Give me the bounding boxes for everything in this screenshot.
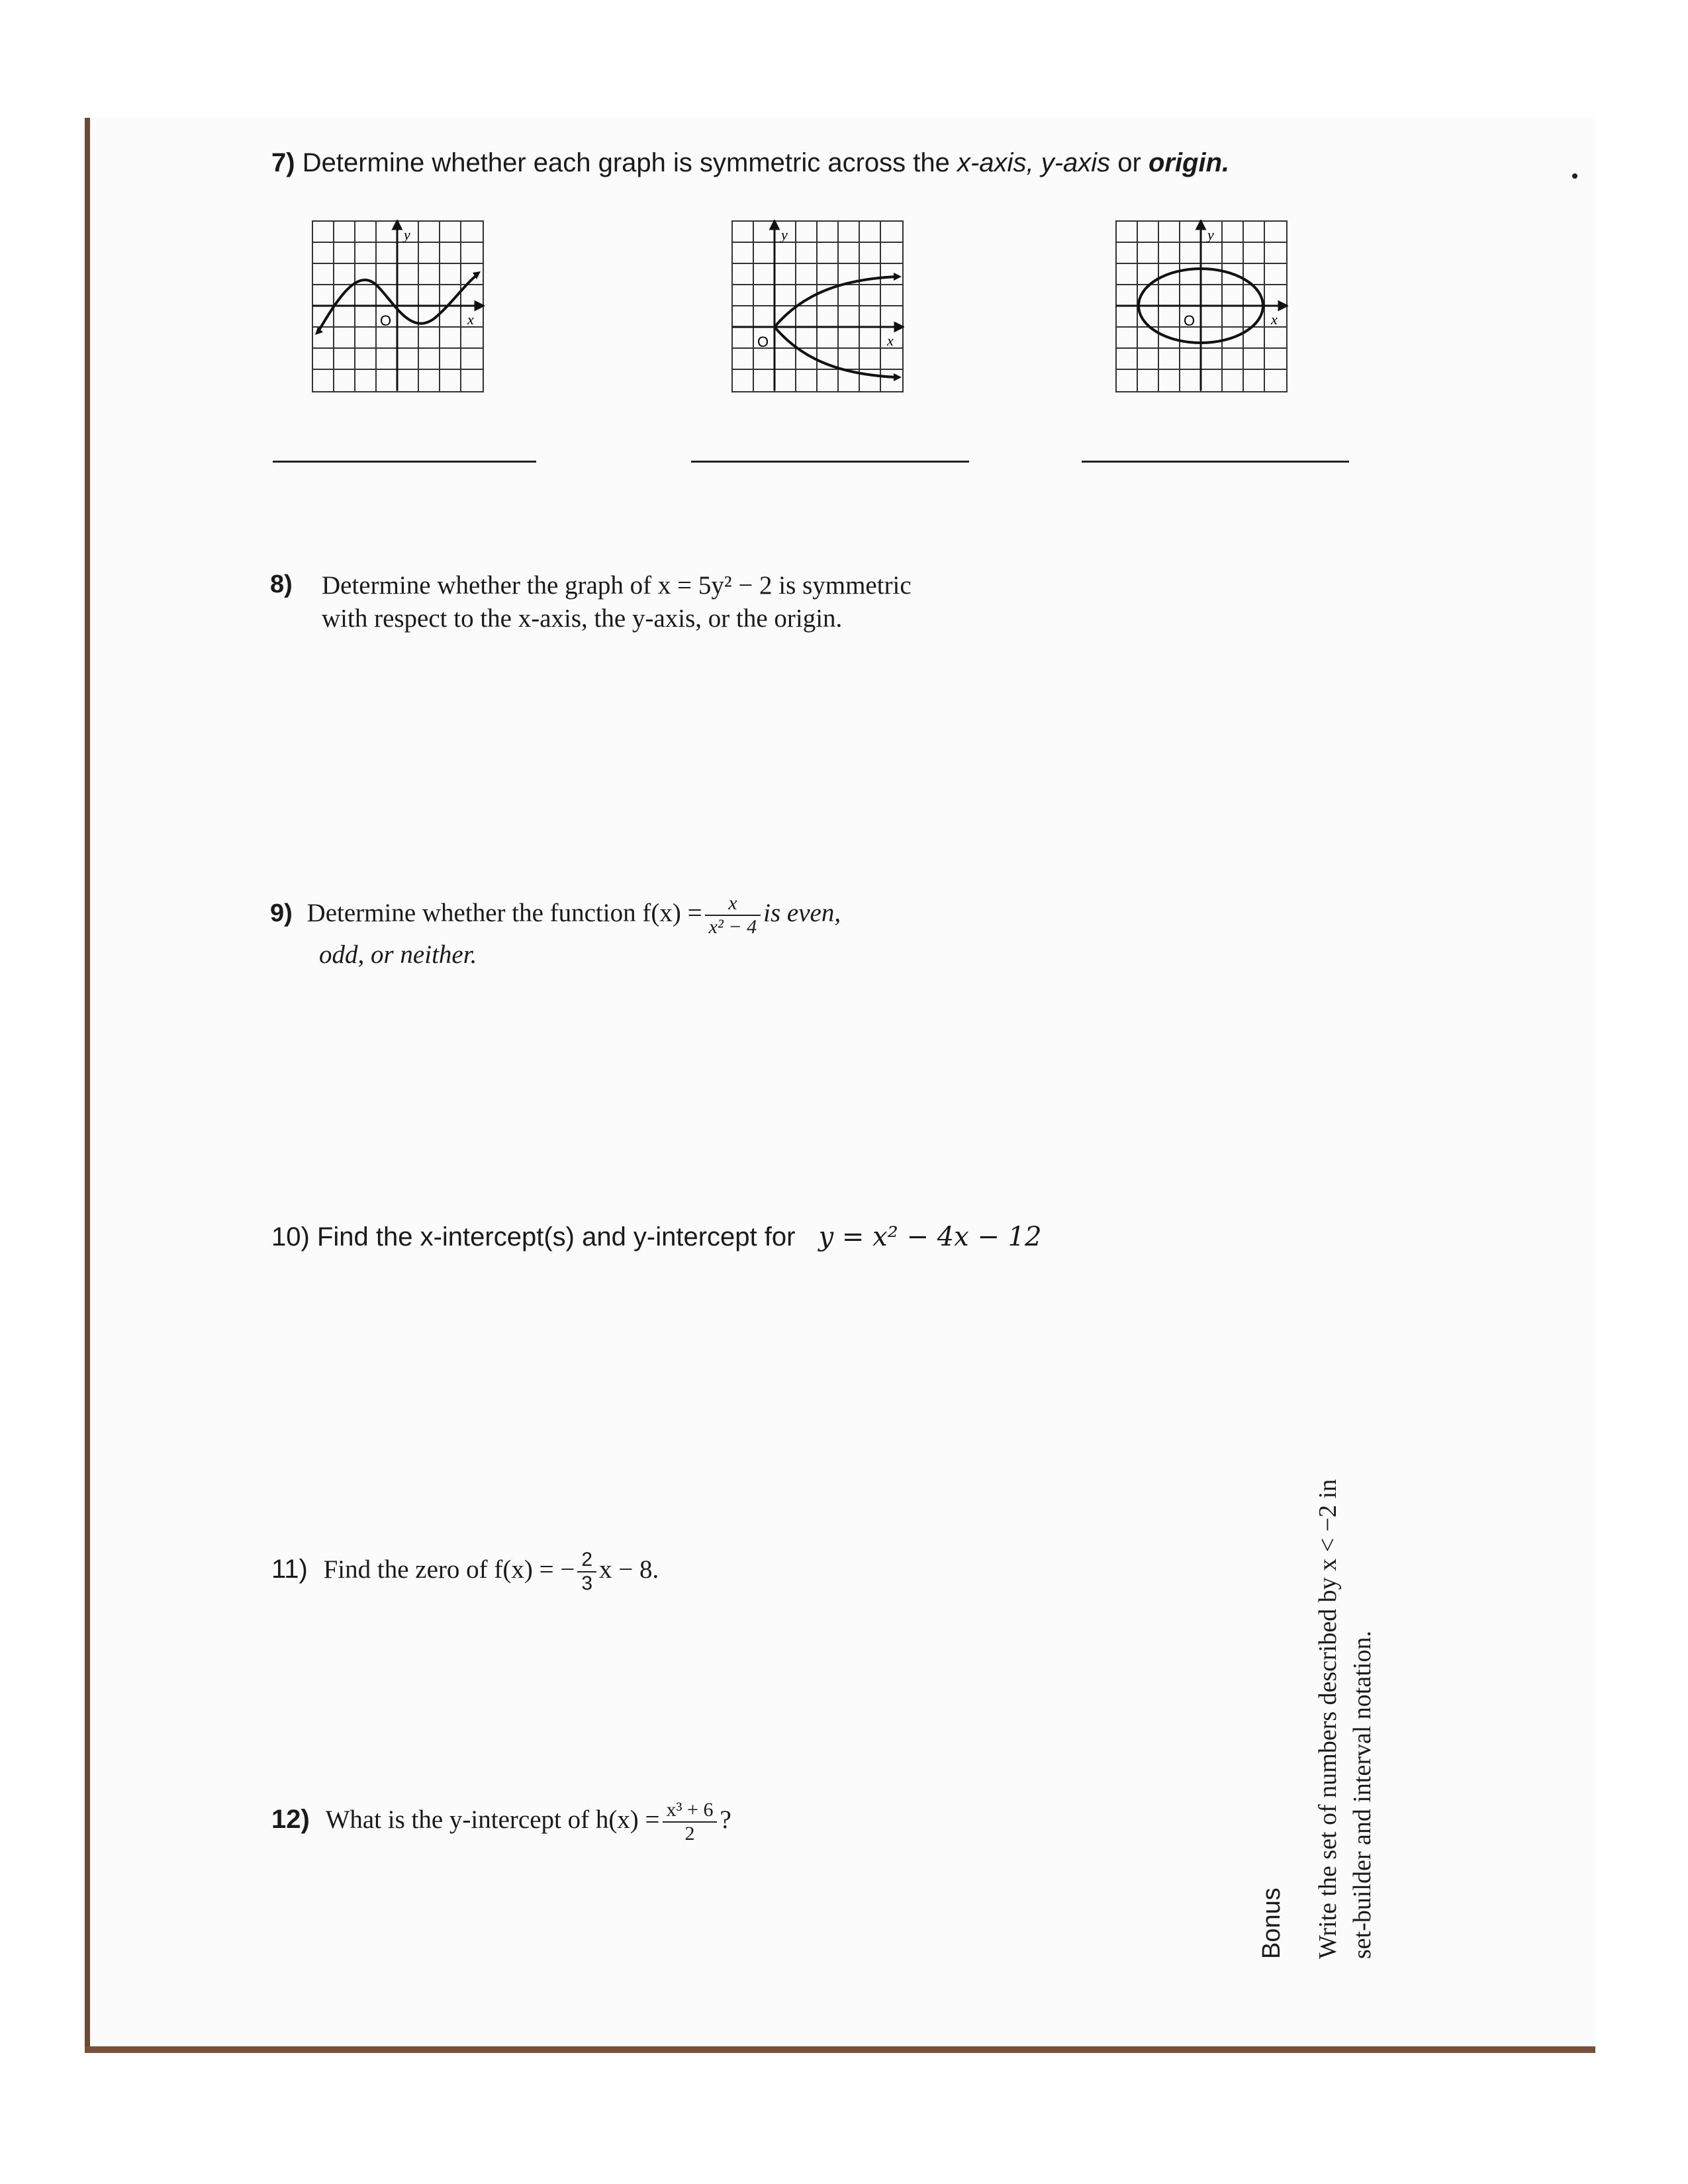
graph-1-label-y: y: [404, 226, 410, 243]
stray-dot: [1572, 173, 1577, 179]
question-8-line-2: with respect to the x-axis, the y-axis, or the origin.: [322, 604, 843, 633]
graph-3-ellipse: [1115, 220, 1288, 393]
question-11-fraction-denominator: 3: [581, 1572, 592, 1594]
question-7-or: or: [1110, 148, 1149, 177]
question-7-origin: origin.: [1148, 148, 1230, 177]
question-12: [271, 1799, 731, 1845]
graph-2-label-x: x: [887, 332, 894, 349]
question-8: [270, 568, 293, 601]
graph-2-label-origin: O: [757, 334, 769, 350]
question-9-fraction-numerator: x: [705, 892, 761, 916]
question-7-y-axis: y-axis: [1041, 148, 1111, 177]
graph-2-arrow-top-icon: [894, 273, 902, 281]
bonus-line-1: Write the set of numbers described by x < −2 in: [1314, 1479, 1342, 1959]
question-9-line-2: odd, or neither.: [319, 940, 477, 969]
graph-1-label-x: x: [467, 311, 474, 328]
bonus-line-2: set-builder and interval notation.: [1348, 1631, 1376, 1959]
question-9-trail: is even,: [763, 898, 841, 927]
question-11-lead: Find the zero of f(x) = −: [323, 1555, 575, 1584]
question-12-fraction: [663, 1799, 718, 1845]
graph-1-label-origin: O: [380, 312, 392, 329]
graph-3-axes: [1116, 221, 1287, 390]
answer-line-graph-2[interactable]: [691, 461, 969, 463]
question-12-lead: What is the y-intercept of h(x) =: [325, 1805, 660, 1834]
answer-line-graph-1[interactable]: [273, 461, 536, 463]
paper-edge-bottom: [85, 2046, 1595, 2053]
question-7-text: Determine whether each graph is symmetric across the: [302, 148, 957, 177]
question-9-lead: Determine whether the function f(x) =: [306, 898, 702, 927]
question-9: [270, 892, 841, 972]
question-8-text: [322, 569, 912, 635]
question-8-number: 8): [270, 570, 293, 598]
graph-3-label-origin: O: [1184, 312, 1196, 329]
question-10-number: 10): [271, 1222, 310, 1251]
question-9-fraction: [705, 892, 761, 938]
question-11-fraction-numerator: 2: [577, 1549, 596, 1572]
bonus-label: Bonus: [1258, 1888, 1286, 1959]
question-10-equation: y = x² − 4x − 12: [818, 1222, 1042, 1252]
question-11-trail: x − 8.: [599, 1555, 659, 1584]
question-11: [271, 1549, 659, 1595]
graph-1-wave: [311, 220, 485, 393]
graph-3-label-y: y: [1207, 226, 1214, 243]
question-11-fraction: [577, 1549, 596, 1595]
question-12-fraction-denominator: 2: [684, 1823, 695, 1844]
graph-2-label-y: y: [781, 226, 788, 243]
question-10-text: Find the x-intercept(s) and y-intercept for: [316, 1222, 796, 1251]
graph-2-arrow-bottom-icon: [894, 373, 902, 381]
bonus-question: [1311, 1479, 1380, 1959]
answer-line-graph-3[interactable]: [1082, 461, 1349, 463]
question-12-trail: ?: [720, 1805, 731, 1834]
question-12-number: 12): [271, 1804, 310, 1834]
question-9-fraction-denominator: x² − 4: [708, 916, 757, 938]
question-10: [271, 1222, 1042, 1252]
graph-2-grid: [732, 221, 903, 392]
graph-2-parabola: [731, 220, 904, 393]
graph-1-axes: [312, 221, 483, 390]
graph-3-label-x: x: [1271, 311, 1278, 328]
question-12-fraction-numerator: x³ + 6: [663, 1799, 718, 1823]
question-7-x-axis: x-axis,: [957, 148, 1034, 177]
question-11-number: 11): [271, 1554, 308, 1584]
paper-edge-left: [85, 118, 90, 2052]
question-9-number: 9): [270, 899, 293, 927]
question-8-line-1: Determine whether the graph of x = 5y² − 2 is symmetric: [322, 571, 912, 600]
question-7: [271, 148, 1229, 178]
question-7-number: 7): [271, 148, 295, 177]
